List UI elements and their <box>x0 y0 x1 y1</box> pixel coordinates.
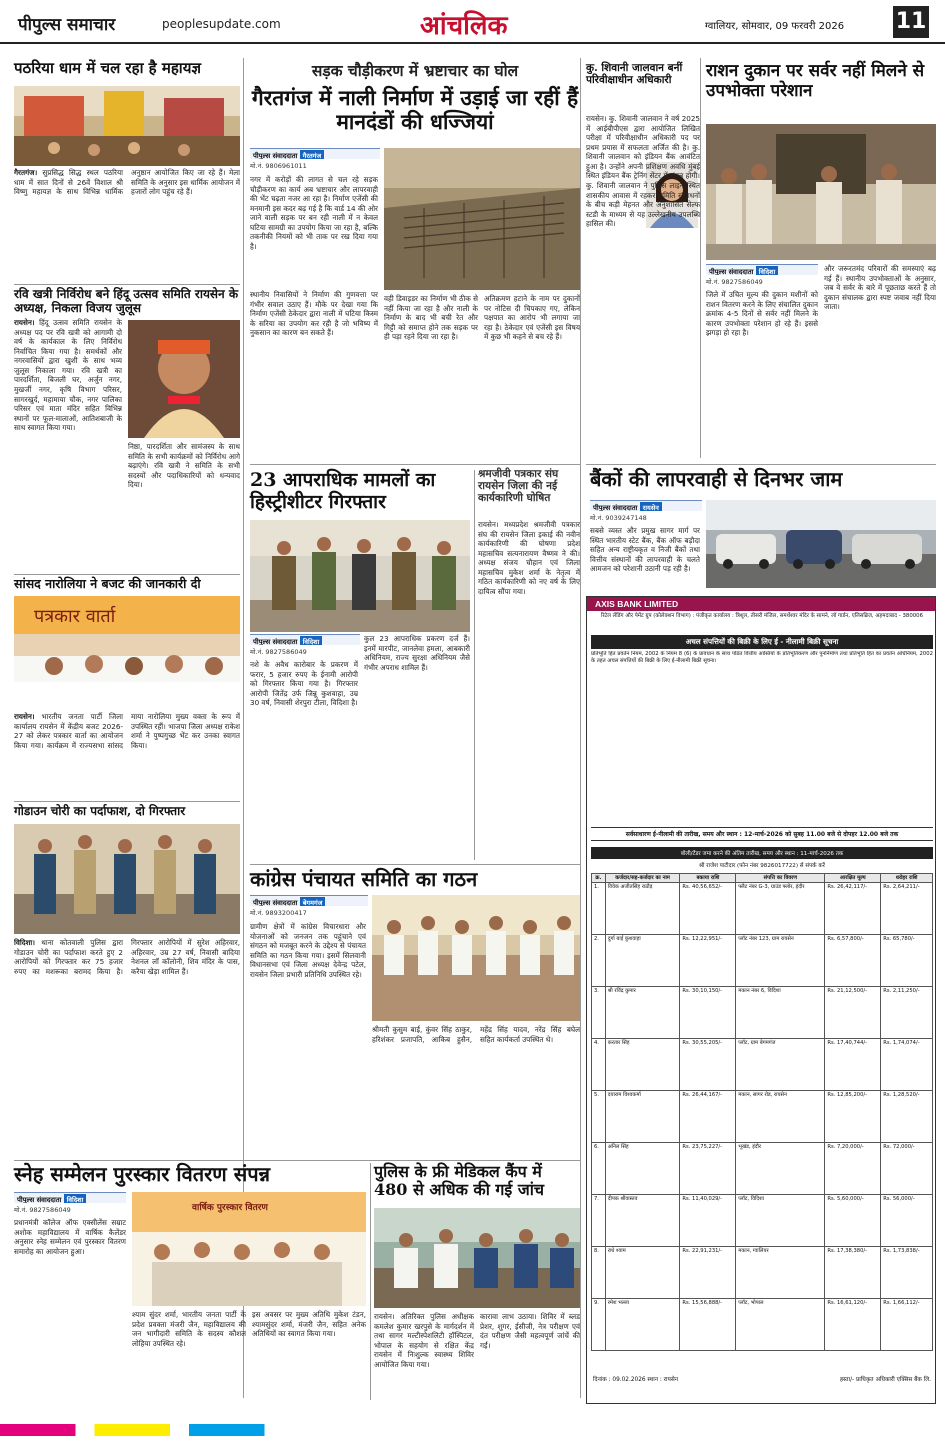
rt-body-1: जिले में उचित मूल्य की दुकान मशीनों को राशन वितरण करने के लिए संचालित दुकान क्रमांक 4-5 दिनों से सर्वर नहीं मिलने के कारण उपभोक्ता परेशान हो रहे हैं। इससे झगड़ा हो रहा है। <box>706 290 818 338</box>
axis-cell: करतार सिंह <box>605 1039 680 1091</box>
ct-body-1: नगर में करोड़ों की लागत से चल रहे सड़क चौड़ीकरण का कार्य अब भ्रष्टाचार और लापरवाही की भेंट चढ़ता नजर आ रहा है। निर्माण एजेंसी की मनमानी इस कदर बढ़ गई है कि वार्ड 14 की ओर जाने वाली सड़क पर बन रही नाली में न केवल घटिया सामग्री का उपयोग किया जा रहा है, बल्कि तकनीकी नियमों को भी ताक पर रख दिया गया है। <box>250 175 378 252</box>
axis-cell: रमेश भल्ला <box>605 1299 680 1351</box>
s1-text: सुप्रसिद्ध सिद्ध स्थल पठरिया धाम में सात दिनों से 26वें विशाल श्री विष्णु महायज्ञ के साथ विभिन्न धार्मिक अनुष्ठान आयोजित किए जा रहे हैं। मेला समिति के अनुसार इस धार्मिक आयोजन में हजारों लोग पहुंच रहे हैं। <box>14 168 240 197</box>
axis-footer: दिनांक : 09.02.2026 स्थान : रायसेन <box>593 1377 678 1383</box>
axis-cell: प्लॉट, ग्राम बेगमगंज <box>736 1039 825 1091</box>
page-number: 11 <box>893 6 929 38</box>
cl-body-1: ग्रामीण क्षेत्रों में कांग्रेस विचारधारा और योजनाओं को जनजन तक पहुंचाने एवं संगठन को मजबूत करने के उद्देश्य से पंचायत समिति का गठन किया गया। इसमें सिलवानी विधानसभा एवं जिला अध्यक्ष देवेन्द्र पटेल, रायसेन जिला प्रभारी प्रतिनिधि उपस्थित रहे। <box>250 922 366 979</box>
s1-place: गैरतगंज। <box>14 168 38 177</box>
axis-cell: 5. <box>592 1091 606 1143</box>
ct-place: गैरतगंज <box>300 150 325 159</box>
axis-cell: Rs. 30,55,205/- <box>680 1039 736 1091</box>
axis-cell: Rs. 2,64,211/- <box>881 883 933 935</box>
axis-cell: Rs. 1,73,838/- <box>881 1247 933 1299</box>
axis-cell: Rs. 7,20,000/- <box>825 1143 881 1195</box>
axis-bank-name: AXIS BANK LIMITED <box>595 599 679 609</box>
cb-body-1: प्रधानमंत्री कॉलेज ऑफ एक्सीलेंस सम्राट अशोक महाविद्यालय में वार्षिक कैलेंडर अनुसार स्नेह सम्मेलन एवं पुरस्कार वितरण समारोह का आयोजन हुआ। <box>14 1218 126 1256</box>
axis-cell: प्लॉट नंबर 123, ग्राम रायसेन <box>736 935 825 987</box>
axis-th: क्र. <box>592 874 606 883</box>
rt-mobile: मो.नं. 9827586049 <box>706 278 763 286</box>
axis-cell: Rs. 30,10,150/- <box>680 987 736 1039</box>
axis-cell: Rs. 2,11,250/- <box>881 987 933 1039</box>
axis-cell: भूखंड, इंदौर <box>736 1143 825 1195</box>
axis-cell: अनिल सिंह <box>605 1143 680 1195</box>
rt-place: विदिशा <box>756 266 779 275</box>
axis-heading: अचल संपत्तियों की बिक्री के लिए ई - नीलामी बिक्री सूचना <box>591 635 933 649</box>
cl-byline: पीपुल्स संवाददाता <box>253 899 298 906</box>
s4-text: थाना कोतवाली पुलिस द्वारा गोडाउन चोरी का पर्दाफाश करते हुए 2 आरोपियों को गिरफ्तार कर 75 हजार रुपए का मशरूका बरामद किया है। गिरफ्तार आरोपियों में सुरेश अहिरवार, अहिरवार, उम्र 27 वर्ष, निवासी बादिया नेशनल लॉ कॉलोनी, शिव मंदिर के पास, करैया खेड़ा शामिल हैं। <box>14 938 240 976</box>
cb-mobile: मो.नं. 9827586049 <box>14 1206 71 1214</box>
s2-body-b: निष्ठा, पारदर्शिता और सामंजस्य के साथ समिति के सभी कार्यक्रमों को निर्विरोध आगे बढ़ाएंगे। रवि खत्री ने समिति के सभी सदस्यों और पदाधिकारियों को धन्यवाद दिया। <box>128 442 240 490</box>
axis-th: कर्जदार/सह-कर्जदार का नाम <box>605 874 680 883</box>
cb-photo <box>132 1192 366 1306</box>
axis-row <box>592 883 933 935</box>
axis-cell: दयाराम विश्वकर्मा <box>605 1091 680 1143</box>
rt-photo <box>706 124 936 260</box>
axis-cell: 1. <box>592 883 606 935</box>
axis-cell: Rs. 40,56,652/- <box>680 883 736 935</box>
shivani-title: कु. शिवानी जालवान बनीं परिवीक्षाधीन अधिकारी <box>586 62 683 87</box>
axis-cell: मकान, ग्वालियर <box>736 1247 825 1299</box>
cb-banner: वार्षिक पुरस्कार वितरण <box>192 1203 268 1213</box>
axis-cell: मकान नंबर 6, विदिशा <box>736 987 825 1039</box>
s3-photo <box>14 596 240 708</box>
s4-title: गोडाउन चोरी का पर्दाफाश, दो गिरफ्तार <box>14 804 186 818</box>
cm-mobile: मो.नं. 9827586049 <box>250 648 307 656</box>
cb-title: स्नेह सम्मेलन पुरस्कार वितरण संपन्न <box>14 1162 270 1186</box>
axis-cell: 2. <box>592 935 606 987</box>
s3-place: रायसेन। <box>14 712 35 721</box>
rm-byline-bar <box>590 500 702 511</box>
cl-body-2: श्रीमती कुसुम बाई, कुंवर सिंह ठाकुर, हरिशंकर प्रजापति, आकिब हुसैन, महेंद्र सिंह यादव, नरेंद्र सिंह बघेल सहित कार्यकर्ता उपस्थित थे। <box>372 1025 580 1044</box>
axis-cell: Rs. 56,000/- <box>881 1195 933 1247</box>
s3-text: भारतीय जनता पार्टी जिला कार्यालय रायसेन में केंद्रीय बजट 2026-27 को लेकर पत्रकार वार्ता का आयोजन किया गया। कार्यक्रम में राज्यसभा सांसद माया नारोलिया मुख्य वक्ता के रूप में उपस्थित रहीं। भाजपा जिला अध्यक्ष राकेश शर्मा ने पुष्पगुच्छ भेंट कर उनका स्वागत किया। <box>14 712 240 750</box>
s4-body <box>14 938 240 1038</box>
axis-row <box>592 1091 933 1143</box>
ct-byline: पीपुल्स संवाददाता <box>253 152 298 159</box>
axis-cell: दुर्गा बाई कुशवाहा <box>605 935 680 987</box>
patrakar-body: रायसेन। मध्यप्रदेश श्रमजीवी पत्रकार संघ की रायसेन जिला इकाई की नवीन कार्यकारिणी की घोषणा प्रदेश महासचिव सत्यनारायण वैष्णव ने की। अध्यक्ष संजय चौहान एवं जिला महासचिव मुकेश शर्मा के नेतृत्व में गठित कार्यकारिणी को नए वर्ष के लिए दायित्व सौंपा गया। <box>478 520 580 597</box>
axis-notice: प्रतिभूति हित प्रवर्तन नियम, 2002 के नियम 8 (6) के प्रावधान के साथ पठित वित्तीय आस्तियों के प्रतिभूतिकरण और पुनर्निर्माण तथा प्रतिभूति हित का प्रवर्तन अधिनियम, 2002 के तहत अचल संपत्तियों की बिक्री के लिए ई-नीलामी बिक्री सूचना। <box>591 651 933 664</box>
axis-cell: Rs. 16,61,120/- <box>825 1299 881 1351</box>
axis-cell: दीपक श्रीवास्तव <box>605 1195 680 1247</box>
cm-byline: पीपुल्स संवाददाता <box>253 638 298 645</box>
paper-logo: पीपुल्स समाचार <box>18 15 116 35</box>
rm-body-1: सबसे व्यस्त और प्रमुख सागर मार्ग पर स्थित भारतीय स्टेट बैंक, बैंक ऑफ बड़ौदा सहित अन्य राष्ट्रीयकृत व निजी बैंकों तथा वित्तीय संस्थानों की लापरवाही के चलते आमजन को परेशानी उठानी पड़ रही है। <box>590 526 700 574</box>
axis-cell: Rs. 21,12,500/- <box>825 987 881 1039</box>
section-title: आंचलिक <box>420 11 508 41</box>
cb-byline: पीपुल्स संवाददाता <box>17 1196 62 1203</box>
ct-body-2: स्थानीय निवासियों ने निर्माण की गुणवत्ता पर गंभीर सवाल उठाए हैं। मौके पर देखा गया कि निर्माण एजेंसी ठेकेदार द्वारा नाली में घटिया किस्म के सरिया का उपयोग कर रही है जो भविष्य में नुकसान का कारण बन सकते हैं। <box>250 290 378 338</box>
ct-byline-bar <box>250 148 380 159</box>
shivani-text: रायसेन। कु. शिवानी जालवान ने वर्ष 2025 में आईबीपीएस द्वारा आयोजित लिखित परीक्षा में परिवीक्षाधीन अधिकारी पद पर प्रथम प्रयास में सफलता अर्जित की है। कु. शिवानी जालवान को इंडियन बैंक आवंटित हुआ है। उन्होंने अपनी प्रशिक्षण अवधि मुंबई स्थित इंडियन बैंक ट्रेनिंग सेंटर में संपन्न होगी। कु. शिवानी जालवान ने पुलिस लाइन स्थित शासकीय आवास में रहकर समिति संसाधनों के बीच कड़ी मेहनत और अनुशासित सेल्फ स्टडी के माध्यम से यह उल्लेखनीय उपलब्धि हासिल की। <box>586 114 700 229</box>
axis-row <box>592 1143 933 1195</box>
axis-row <box>592 935 933 987</box>
s2-place: रायसेन। <box>14 318 35 327</box>
axis-cell: 9. <box>592 1299 606 1351</box>
axis-cell: 7. <box>592 1195 606 1247</box>
axis-cell: प्लॉट, विदिशा <box>736 1195 825 1247</box>
cb-body-3: इस अवसर पर मुख्य अतिथि मुकेश टंडन, श्यामसुंदर शर्मा, मंजरी जैन, सहित अनेक अतिथियों का स्वागत किया गया। <box>252 1310 366 1339</box>
axis-cell: Rs. 1,66,112/- <box>881 1299 933 1351</box>
dateline: ग्वालियर, सोमवार, 09 फरवरी 2026 <box>705 21 845 32</box>
cr-body-1: रायसेन। अतिरिक्त पुलिस अधीक्षक कमलेश कुमार खरपुसे के मार्गदर्शन में तथा सागर मल्टीस्पेशलिटी हॉस्पिटल, भोपाल के सहयोग से रक्षित केंद्र रायसेन में निःशुल्क स्वास्थ्य शिविर आयोजित किया गया। <box>374 1312 474 1369</box>
s2-portrait <box>128 320 240 438</box>
axis-cell: Rs. 12,22,951/- <box>680 935 736 987</box>
axis-th: आरक्षित मूल्य <box>825 874 881 883</box>
s1-body <box>14 168 240 280</box>
cm-place: विदिशा <box>300 636 323 645</box>
ct-photo <box>384 148 580 290</box>
axis-cell: Rs. 23,75,227/- <box>680 1143 736 1195</box>
rt-byline: पीपुल्स संवाददाता <box>709 268 754 275</box>
axis-row <box>592 1299 933 1351</box>
cb-body-2: श्याम सुंदर शर्मा, भारतीय जनता पार्टी के प्रदेश प्रवक्ता मंजरी जैन, महाविद्यालय की जन भागीदारी समिति के सदस्य कौशल लोहिया उपस्थित रहे। <box>132 1310 246 1348</box>
ct-body-4: अतिक्रमण हटाने के नाम पर दुकानों पर नोटिस दी चिपकाए गए, लेकिन पक्षपात का आरोप भी लगाया जा रहा है। ठेकेदार एवं एजेंसी इस विषय में कुछ भी कहने से बच रहे हैं। <box>484 294 580 342</box>
axis-emd-line: बोली/टेंडर जमा करने की अंतिम तारीख, समय और स्थान : 11-मार्च-2026 तक <box>591 847 933 859</box>
rt-title: राशन दुकान पर सर्वर नहीं मिलने से उपभोक्ता परेशान <box>706 61 925 101</box>
ct-mobile: मो.नं. 9806961011 <box>250 162 307 170</box>
axis-cell: Rs. 17,38,380/- <box>825 1247 881 1299</box>
axis-cell: Rs. 26,42,117/- <box>825 883 881 935</box>
cb-place: विदिशा <box>64 1194 87 1203</box>
rm-place: रायसेन <box>640 502 662 511</box>
axis-cell: 6. <box>592 1143 606 1195</box>
axis-cell: Rs. 17,40,744/- <box>825 1039 881 1091</box>
cb-byline-bar <box>14 1192 126 1203</box>
axis-cell: 4. <box>592 1039 606 1091</box>
cr-title: पुलिस के फ्री मेडिकल कैंप में 480 से अधिक की गई जांच <box>374 1162 545 1200</box>
axis-cell: Rs. 1,28,520/- <box>881 1091 933 1143</box>
axis-cell: Rs. 26,44,167/- <box>680 1091 736 1143</box>
cm-body-2: कुल 23 आपराधिक प्रकरण दर्ज हैं। इनमें मारपीट, जानलेवा हमला, आबकारी अधिनियम, राज्य सुरक्षा अधिनियम जैसे गंभीर अपराध शामिल हैं। <box>364 634 470 672</box>
axis-office: रिटेल लेंडिंग और पेमेंट ग्रुप (कोलेक्शन विभाग) : पंजीकृत कार्यालय : त्रिशूल, तीसरी मंजिल, समर्थेश्वर मंदिर के सामने, लॉ गार्डन, एलिसब्रिज, अहमदाबाद - 380006 <box>600 613 924 619</box>
cl-byline-bar <box>250 895 368 906</box>
axis-sign: हस्ता/- प्राधिकृत अधिकारी एक्सिस बैंक लि. <box>839 1377 931 1383</box>
axis-cell: विवेक अजीतसिंह राठौड़ <box>605 883 680 935</box>
masthead <box>0 0 945 44</box>
axis-cell: फ्लैट नंबर G-3, ग्राउंड फ्लोर, इंदौर <box>736 883 825 935</box>
footer-bar <box>0 1424 945 1436</box>
axis-cell: Rs. 22,91,231/- <box>680 1247 736 1299</box>
s1-photo <box>14 86 240 166</box>
cl-title: कांग्रेस पंचायत समिति का गठन <box>250 867 478 891</box>
axis-date-line: सर्वसाधारण ई-नीलामी की तारीख, समय और स्थान : 12-मार्च-2026 को सुबह 11.00 बजे से दोपहर 12.00 बजे तक <box>591 827 933 841</box>
rt-body-2: और जरूरतमंद परिवारों की समस्याएं बढ़ गई हैं। स्थानीय उपभोक्ताओं के अनुसार, जब वे सर्वर के बारे में पूछताछ करते हैं तो दुकान संचालक द्वारा स्पष्ट जवाब नहीं दिया जाता। <box>824 264 936 312</box>
s3-title: सांसद नारोलिया ने बजट की जानकारी दी <box>14 576 201 591</box>
axis-cell: 8. <box>592 1247 606 1299</box>
axis-cell: Rs. 65,780/- <box>881 935 933 987</box>
s4-photo <box>14 824 240 934</box>
axis-cell: Rs. 72,000/- <box>881 1143 933 1195</box>
cm-title: 23 आपराधिक मामलों का हिस्ट्रीशीटर गिरफ्तार <box>250 469 436 513</box>
axis-contact: श्री राजेश पाटीदार (फोन नंबर 9826017722) से संपर्क करें <box>699 863 825 869</box>
rm-title: बैंकों की लापरवाही से दिनभर जाम <box>590 467 843 491</box>
axis-cell: श्री रविंद्र कुमार <box>605 987 680 1039</box>
axis-cell: Rs. 12,85,200/- <box>825 1091 881 1143</box>
axis-cell: प्लॉट, भोपाल <box>736 1299 825 1351</box>
s2-body-a <box>14 318 122 570</box>
cm-byline-bar <box>250 634 360 645</box>
ct-kicker: सड़क चौड़ीकरण में भ्रष्टाचार का घोल <box>311 61 519 80</box>
shivani-body <box>586 114 700 462</box>
axis-cell: Rs. 6,57,800/- <box>825 935 881 987</box>
s2-text: हिंदू उत्सव समिति रायसेन के अध्यक्ष पद पर रवि खत्री को आगामी दो वर्ष के कार्यकाल के लिए निर्विरोध निर्वाचित किया गया है। समर्थकों और नगरवासियों द्वारा खुशी के साथ भव्य जुलूस निकाला गया। रवि खत्री का पारदर्शिता, बिजली घर, अर्जुन नगर, मुखर्जी नगर, कृषि विभाग परिसर, सागरखुर्द, महामाया चौक, नगर पालिका परिसर एवं माता मंदिर सहित विभिन्न स्थानों पर फूल-मालाओं, आतिशबाजी के साथ स्वागत किया गया। <box>14 318 122 433</box>
cl-photo <box>372 895 580 1021</box>
s2-title: रवि खत्री निर्विरोध बने हिंदू उत्सव समिति रायसेन के अध्यक्ष, निकला विजय जुलूस <box>14 287 239 315</box>
axis-cell: मकान, सागर रोड, रायसेन <box>736 1091 825 1143</box>
axis-row <box>592 1195 933 1247</box>
axis-th: संपत्ति का विवरण <box>736 874 825 883</box>
cl-place: बेगमगंज <box>300 897 326 906</box>
rm-byline: पीपुल्स संवाददाता <box>593 504 638 511</box>
svg-text:पत्रकार वार्ता: पत्रकार वार्ता <box>34 606 116 627</box>
cr-body-2: कारावा लाभ उठाया। शिविर में ब्लड प्रेशर, शुगर, ईसीजी, नेत्र परीक्षण एवं दंत परीक्षण जैसी महत्वपूर्ण जांचें की गईं। <box>480 1312 580 1350</box>
cr-photo <box>374 1208 580 1308</box>
axis-th: धरोहर राशि <box>881 874 933 883</box>
axis-cell: Rs. 15,56,888/- <box>680 1299 736 1351</box>
cm-photo <box>250 520 470 632</box>
site-url[interactable]: peoplesupdate.com <box>162 17 281 31</box>
axis-row <box>592 1247 933 1299</box>
ct-title: गैरतगंज में नाली निर्माण में उड़ाई जा रहीं हैं मानदंडों की धज्जियां <box>251 85 579 135</box>
rt-byline-bar <box>706 264 818 275</box>
rm-photo <box>706 500 936 588</box>
s4-place: विदिशा। <box>14 938 36 947</box>
patrakar-title: श्रमजीवी पत्रकार संघ रायसेन जिला की नई कार्यकारिणी घोषित <box>478 468 559 505</box>
cm-body-1: नशे के अवैध कारोबार के प्रकरण में फरार, 5 हजार रुपए के ईनामी आरोपी को गिरफ्तार किया गया है। गिरफ्तार आरोपी जितेंद्र उर्फ जिन्नू कुशवाहा, उम्र 30 वर्ष, निवासी शेरपुरा टीला, विदिशा है। <box>250 660 358 708</box>
axis-th: बकाया राशि <box>680 874 736 883</box>
s3-body <box>14 712 240 798</box>
ct-body-3: वही डिवाइडर का निर्माण भी ठीक से नहीं किया जा रहा है और नाली के निर्माण के बाद भी बची रेत और गिट्टी को समाप्त होने तक सड़क पर ही पड़ा रहने दिया जा रहा है। <box>384 294 478 342</box>
axis-ad <box>586 596 936 1404</box>
cl-mobile: मो.नं. 9893200417 <box>250 909 307 917</box>
rm-mobile: मो.नं. 9039247148 <box>590 514 647 522</box>
axis-cell: Rs. 1,74,074/- <box>881 1039 933 1091</box>
s1-title: पठरिया धाम में चल रहा है महायज्ञ <box>14 59 202 77</box>
axis-row <box>592 1039 933 1091</box>
axis-cell: 3. <box>592 987 606 1039</box>
axis-cell: राधे श्याम <box>605 1247 680 1299</box>
axis-table <box>591 873 933 1351</box>
axis-cell: Rs. 5,60,000/- <box>825 1195 881 1247</box>
axis-cell: Rs. 11,40,029/- <box>680 1195 736 1247</box>
axis-row <box>592 987 933 1039</box>
